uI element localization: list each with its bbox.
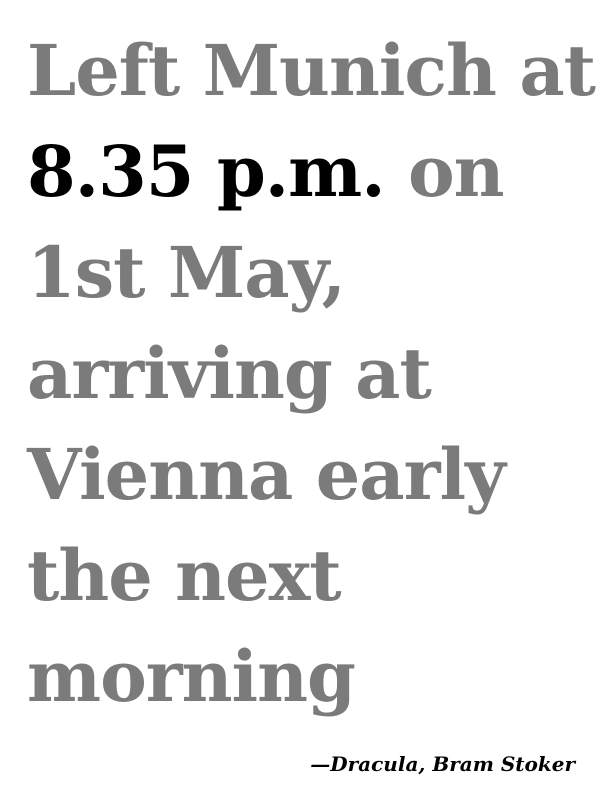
quote-line-2-rest: on — [384, 130, 504, 213]
quote-line-4: arriving at — [27, 332, 431, 415]
quote-line-3: 1st May, — [27, 231, 346, 314]
quote-line-7: morning — [27, 635, 355, 718]
quote-line-1: Left Munich at — [27, 29, 596, 112]
quote-line-5: Vienna early — [27, 433, 505, 516]
quote-line-2 — [27, 121, 587, 222]
quote-line-6: the next — [27, 534, 341, 617]
quote-attribution: —Dracula, Bram Stoker — [310, 752, 575, 776]
quote-text — [27, 20, 596, 727]
quote-time-highlight: 8.35 p.m. — [27, 130, 385, 213]
